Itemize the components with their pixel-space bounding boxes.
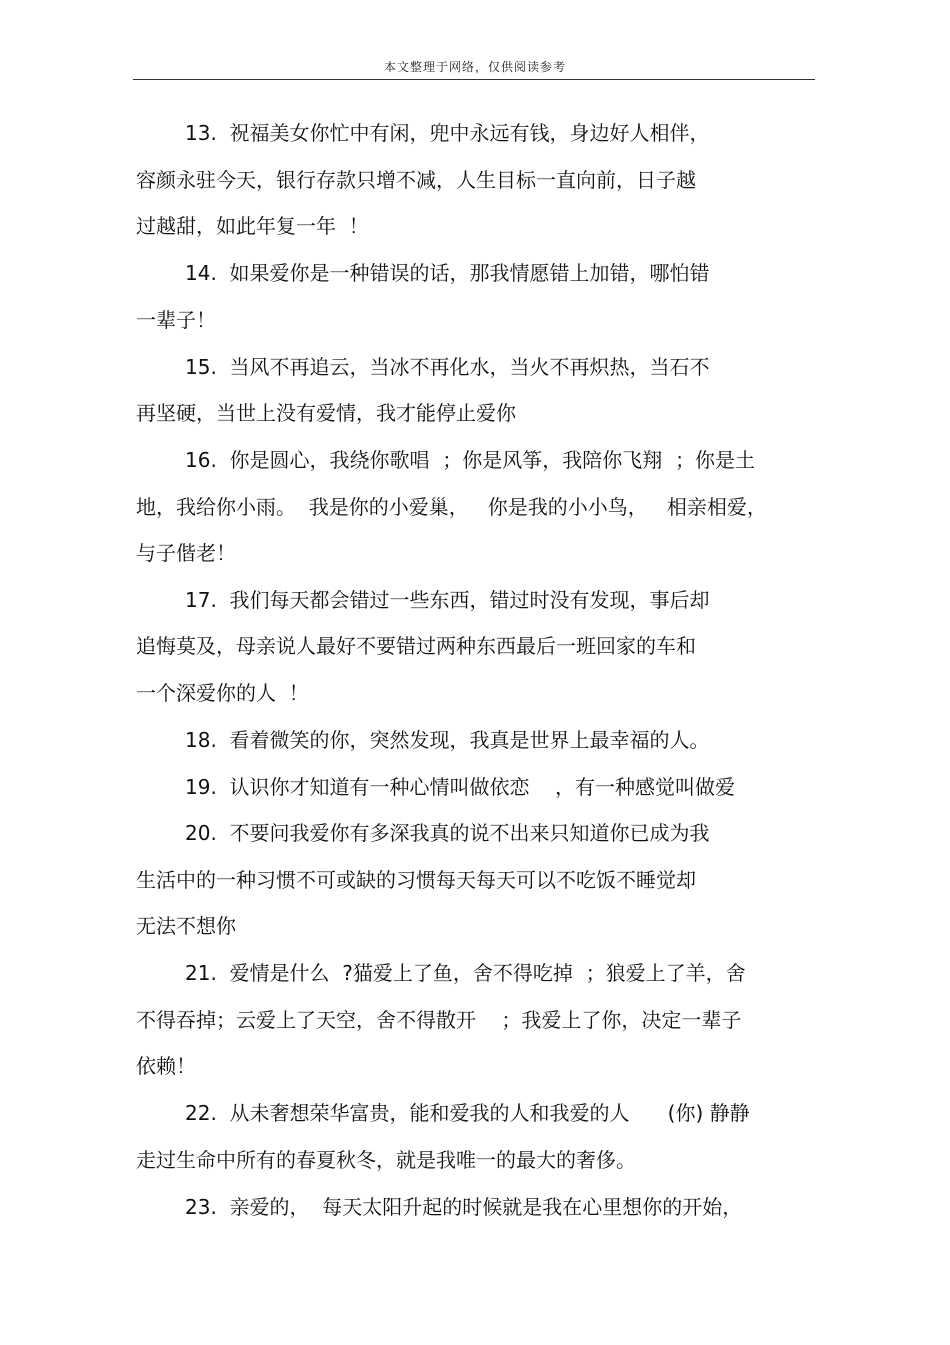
text-line: 23. 亲爱的， 每天太阳升起的时候就是我在心里想你的开始， (185, 1195, 743, 1219)
text-line: 再坚硬，当世上没有爱情，我才能停止爱你 (136, 401, 516, 425)
text-line: 走过生命中所有的春夏秋冬，就是我唯一的最大的奢侈。 (136, 1148, 636, 1172)
text-line: 与子偕老！ (136, 541, 236, 565)
text-line: 13. 祝福美女你忙中有闲，兜中永远有钱，身边好人相伴， (185, 121, 710, 145)
text-line: 19. 认识你才知道有一种心情叫做依恋 ，有一种感觉叫做爱 (185, 775, 735, 799)
text-line: 14. 如果爱你是一种错误的话，那我情愿错上加错，哪怕错 (185, 261, 710, 285)
text-line: 20. 不要问我爱你有多深我真的说不出来只知道你已成为我 (185, 821, 710, 845)
text-line: 16. 你是圆心，我绕你歌唱 ；你是风筝，我陪你飞翔 ；你是土 (185, 448, 755, 472)
text-line: 追悔莫及，母亲说人最好不要错过两种东西最后一班回家的车和 (136, 634, 696, 658)
page-header: 本文整理于网络，仅供阅读参考 (383, 60, 566, 74)
header-divider (133, 79, 815, 80)
text-line: 一辈子！ (136, 308, 216, 332)
text-line: 21. 爱情是什么 ?猫爱上了鱼，舍不得吃掉 ；狼爱上了羊，舍 (185, 961, 746, 985)
text-line: 22. 从未奢想荣华富贵，能和爱我的人和我爱的人 (你) 静静 (185, 1101, 750, 1125)
text-line: 地，我给你小雨。 我是你的小爱巢， 你是我的小小鸟， 相亲相爱， (136, 495, 767, 519)
text-line: 15. 当风不再追云，当冰不再化水，当火不再炽热，当石不 (185, 355, 710, 379)
text-line: 容颜永驻今天，银行存款只增不减，人生目标一直向前，日子越 (136, 168, 696, 192)
text-line: 不得吞掉；云爱上了天空，舍不得散开 ；我爱上了你，决定一辈子 (136, 1008, 742, 1032)
text-line: 一个深爱你的人 ！ (136, 681, 309, 705)
text-line: 无法不想你 (136, 914, 236, 938)
text-line: 过越甜，如此年复一年 ！ (136, 214, 369, 238)
text-line: 依赖！ (136, 1054, 196, 1078)
text-line: 18. 看着微笑的你，突然发现，我真是世界上最幸福的人。 (185, 728, 710, 752)
text-line: 生活中的一种习惯不可或缺的习惯每天每天可以不吃饭不睡觉却 (136, 868, 696, 892)
text-line: 17. 我们每天都会错过一些东西，错过时没有发现，事后却 (185, 588, 710, 612)
